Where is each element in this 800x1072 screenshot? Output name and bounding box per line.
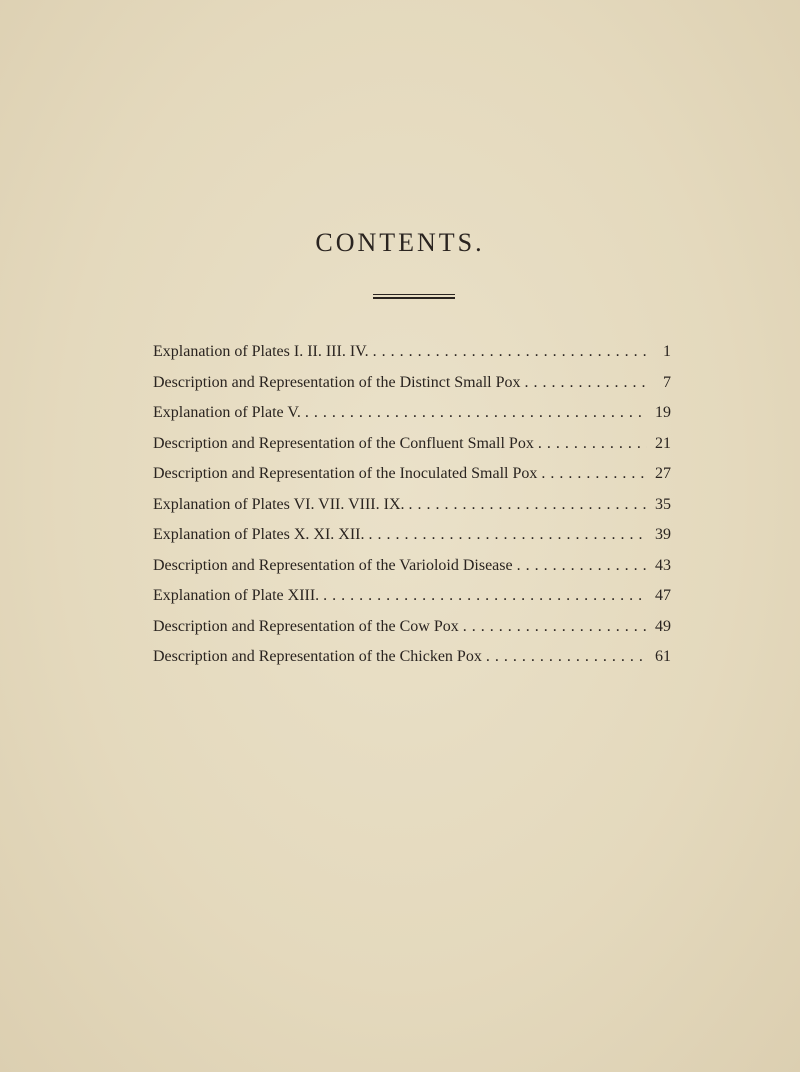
toc-entry-page: 39 [655, 526, 671, 543]
toc-entry-title: Description and Representation of the Varioloid Disease [153, 556, 513, 574]
toc-entry[interactable] [153, 398, 671, 429]
dot-leader [486, 642, 647, 673]
toc-entry[interactable] [153, 551, 671, 582]
toc-entry-page: 7 [663, 373, 671, 391]
toc-entry-title: Description and Representation of the Confluent Small Pox [153, 434, 534, 452]
toc-entry[interactable] [153, 581, 671, 612]
toc-entry[interactable] [153, 429, 671, 460]
dot-leader [373, 337, 647, 368]
dot-leader [538, 429, 647, 460]
toc-entry-title: Explanation of Plates VI. VII. VIII. IX. [153, 495, 405, 513]
dot-leader [517, 551, 647, 582]
dot-leader [409, 490, 647, 521]
toc-entry-title: Explanation of Plates X. XI. XII. [153, 526, 365, 543]
dot-leader [323, 581, 647, 612]
toc-entry-title: Description and Representation of the Inoculated Small Pox [153, 465, 538, 482]
toc-entry[interactable] [153, 612, 671, 643]
toc-entry-page: 27 [655, 465, 671, 482]
toc-entry[interactable] [153, 642, 671, 673]
dot-leader [525, 368, 648, 399]
toc-entry-page: 35 [655, 495, 671, 513]
toc-entry-page: 19 [655, 404, 671, 421]
toc-entry-page: 21 [655, 434, 671, 452]
toc-entry-page: 43 [655, 556, 671, 574]
toc-entry[interactable] [153, 337, 671, 368]
toc-entry-title: Explanation of Plate V. [153, 404, 301, 421]
dot-leader [369, 520, 647, 551]
toc-entry[interactable] [153, 490, 671, 521]
dot-leader [541, 459, 647, 490]
toc-entry-title: Explanation of Plate XIII. [153, 587, 320, 604]
toc-entry[interactable] [153, 368, 671, 399]
toc-entry-title: Description and Representation of the Chicken Pox [153, 648, 482, 665]
table-of-contents [153, 337, 671, 673]
toc-entry[interactable] [153, 520, 671, 551]
toc-entry-title: Explanation of Plates I. II. III. IV. [153, 343, 369, 360]
page-title: CONTENTS. [315, 228, 485, 257]
dot-leader [463, 612, 647, 643]
toc-entry-page: 49 [655, 617, 671, 635]
dot-leader [305, 398, 647, 429]
toc-entry-page: 1 [663, 343, 671, 360]
toc-entry-page: 47 [655, 587, 671, 604]
title-rule-thin [373, 294, 455, 295]
toc-entry-title: Description and Representation of the Distinct Small Pox [153, 373, 521, 391]
title-rule-thick [373, 297, 455, 299]
toc-entry-title: Description and Representation of the Cow Pox [153, 617, 459, 635]
toc-entry[interactable] [153, 459, 671, 490]
toc-entry-page: 61 [655, 648, 671, 665]
